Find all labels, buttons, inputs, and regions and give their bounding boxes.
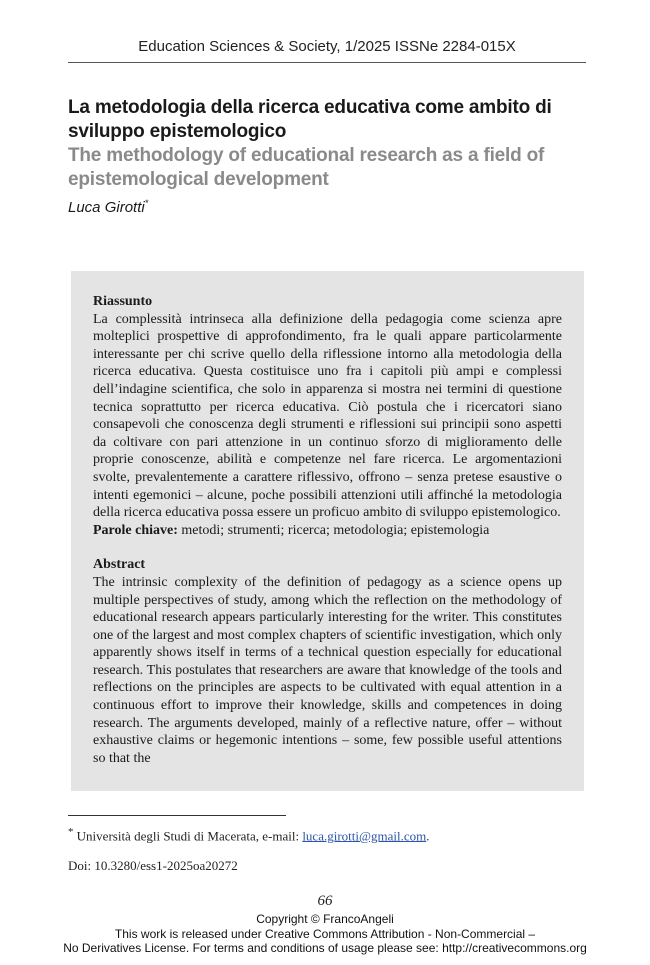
- footnote: * Università degli Studi di Macerata, e-mail: luca.girotti@gmail.com.: [68, 826, 430, 844]
- license-notice: [0, 912, 650, 956]
- abstract-heading: Abstract: [93, 557, 146, 573]
- title-italian: La metodologia della ricerca educativa come ambito di sviluppo epistemologico: [68, 97, 552, 142]
- doi: Doi: 10.3280/ess1-2025oa20272: [68, 858, 238, 873]
- license-terms-line: No Derivatives License. For terms and conditions of usage please see: http://creativecommons.org: [63, 941, 587, 955]
- author-footnote-marker: *: [144, 198, 149, 208]
- email-link[interactable]: luca.girotti@gmail.com: [302, 828, 427, 844]
- license-line: This work is released under Creative Commons Attribution - Non-Commercial –: [114, 926, 536, 941]
- journal-header: Education Sciences & Society, 1/2025 ISSNe 2284-015X: [138, 38, 516, 55]
- abstract-text: The intrinsic complexity of the definition of pedagogy as a science opens up multiple perspectives of study, among which the reflection on the methodology of educational research appears particularly interesting for the writer. This constitutes one of the largest and most complex chapters of scientific investigation, which only apparently shows itself in terms of a technical question especially for educational research. This postulates that researchers are aware that knowledge of the tools and reflections on the principles are aspects to be cultivated with equal attention in a continuous effort to improve their knowledge, skills and competences in doing research. The arguments developed, mainly of a reflective nature, offer – without exhaustive claims or hegemonic intentions – some, few possible useful attentions so that the: [93, 574, 562, 766]
- page-number: 66: [317, 893, 333, 909]
- keywords-line: [93, 522, 562, 540]
- riassunto-text: La complessità intrinseca alla definizione della pedagogia come scienza apre molteplici prospettive di approfondimento, fra le quali appare particolarmente interessante per chi scrive quello della riflessione intorno alla metodologia della ricerca educativa. Questa costituisce uno fra i capitoli più ampi e complessi dell’indagine scientifica, che solo in apparenza si mostra nei termini di questione tecnica soprattutto per ricerca educativa. Ciò postula che i ricercatori siano consapevoli che conoscenza degli strumenti e riflessioni sui principii sono aspetti da coltivare con pari attenzione in un continuo sforzo di miglioramento delle proprie conoscenze, abilità e competenze nel fare ricerca. Le argomentazioni svolte, prevalentemente a carattere riflessivo, offrono – senza pretese esaustive o intenti egemonici – alcune, poche possibili attenzioni utili affinché la metodologia della ricerca educativa possa essere un proficuo ambito di sviluppo epistemologico.: [93, 311, 562, 521]
- keywords-label: Parole chiave:: [93, 522, 178, 538]
- abstract-box: [71, 271, 584, 791]
- copyright-line: Copyright © FrancoAngeli: [256, 912, 394, 926]
- riassunto-heading: Riassunto: [93, 294, 153, 309]
- title-block: [68, 96, 586, 218]
- footnote-divider: [68, 815, 286, 816]
- keywords-text: metodi; strumenti; ricerca; metodologia; epistemologia: [177, 522, 490, 538]
- author-name: Luca Girotti*: [68, 198, 149, 216]
- title-english: The methodology of educational research as a field of epistemological development: [68, 145, 545, 190]
- header-divider: [68, 62, 586, 63]
